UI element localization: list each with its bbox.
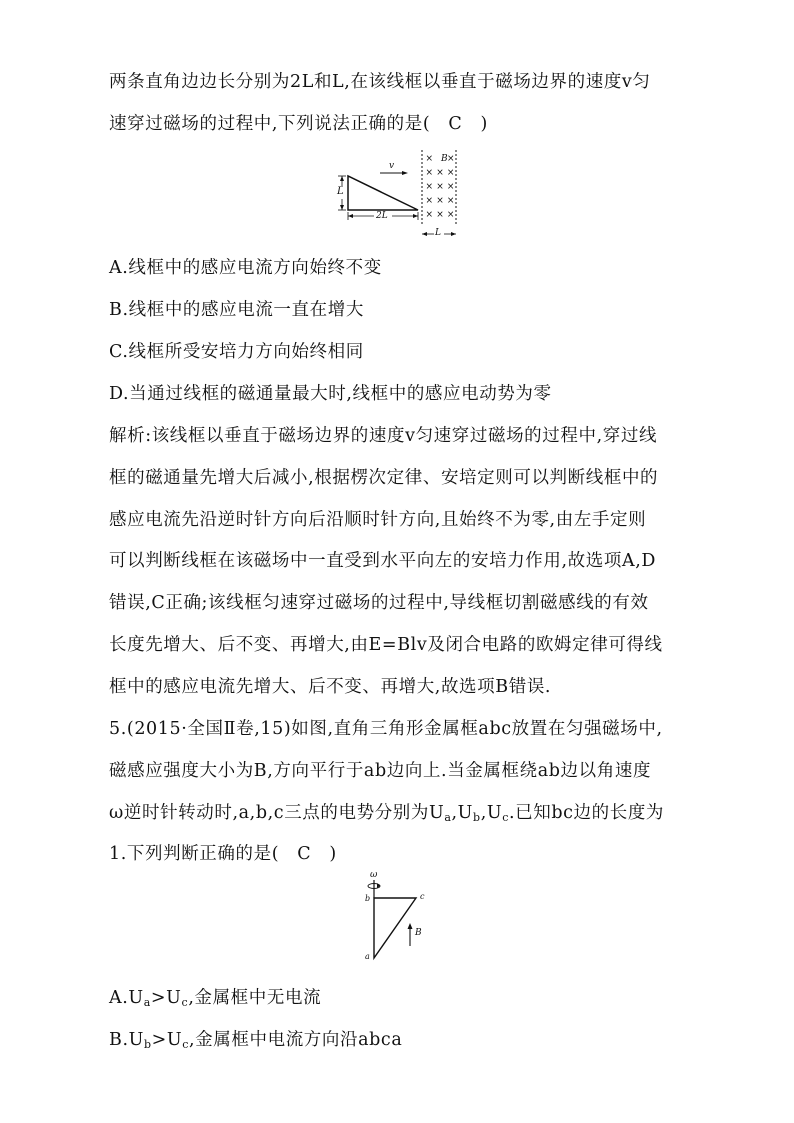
label-a: a	[365, 952, 370, 961]
analysis-line-5: 错误,C正确;该线框匀速穿过磁场的过程中,导线框切割磁感线的有效	[109, 593, 649, 613]
label-2L: 2L	[376, 211, 388, 221]
analysis-line-6: 长度先增大、后不变、再增大,由E=Blv及闭合电路的欧姆定律可得线	[109, 635, 663, 655]
figure-rotating-frame-svg	[360, 872, 440, 964]
analysis-line-3: 感应电流先沿逆时针方向后沿顺时针方向,且始终不为零,由左手定则	[109, 510, 647, 530]
label-c: c	[420, 892, 425, 901]
analysis-line-7: 框中的感应电流先增大、后不变、再增大,故选项B错误.	[109, 677, 552, 697]
option5-A: $A.U_a>U_c$,金属框中无电流	[109, 988, 322, 1009]
velocity-arrow	[402, 171, 408, 175]
option5-B: $B.U_b>U_c$,金属框中电流方向沿abca	[109, 1030, 403, 1051]
analysis-line-1: 解析:该线框以垂直于磁场边界的速度v匀速穿过磁场的过程中,穿过线	[109, 426, 658, 446]
option-B: B.线框中的感应电流一直在增大	[109, 300, 364, 320]
label-B: B	[441, 154, 448, 164]
label-L-left: L	[337, 186, 344, 197]
label-B2: B	[415, 928, 422, 938]
option-A: A.线框中的感应电流方向始终不变	[109, 258, 382, 278]
question5-line-3: ω逆时针转动时,a,b,c三点的电势分别为$U_a,U_b,U_c$.已知bc边的长度为	[109, 803, 665, 824]
analysis-line-2: 框的磁通量先增大后减小,根据楞次定律、安培定则可以判断线框中的	[109, 468, 659, 488]
label-L-bottom: L	[435, 228, 441, 238]
figure-rotating-frame	[360, 872, 440, 964]
question5-line-4: 1.下列判断正确的是( C )	[109, 844, 337, 864]
option-D: D.当通过线框的磁通量最大时,线框中的感应电动势为零	[109, 384, 552, 404]
question-text-line-2: 速穿过磁场的过程中,下列说法正确的是( C )	[109, 114, 488, 134]
label-b: b	[365, 894, 371, 903]
question5-line-2: 磁感应强度大小为B,方向平行于ab边向上.当金属框绕ab边以角速度	[109, 761, 652, 781]
triangle-frame	[348, 176, 418, 210]
question5-line-1: 5.(2015·全国Ⅱ卷,15)如图,直角三角形金属框abc放置在匀强磁场中,	[109, 719, 663, 739]
analysis-line-4: 可以判断线框在该磁场中一直受到水平向左的安培力作用,故选项A,D	[109, 551, 656, 571]
field-cross-grid: × × × × × × × × × × × × × ×	[425, 154, 455, 220]
label-omega: ω	[370, 870, 378, 880]
option-C: C.线框所受安培力方向始终相同	[109, 342, 364, 362]
question-text-line-1: 两条直角边边长分别为2L和L,在该线框以垂直于磁场边界的速度v匀	[109, 72, 651, 92]
figure-triangle-field	[330, 146, 470, 242]
label-v: v	[389, 161, 395, 171]
